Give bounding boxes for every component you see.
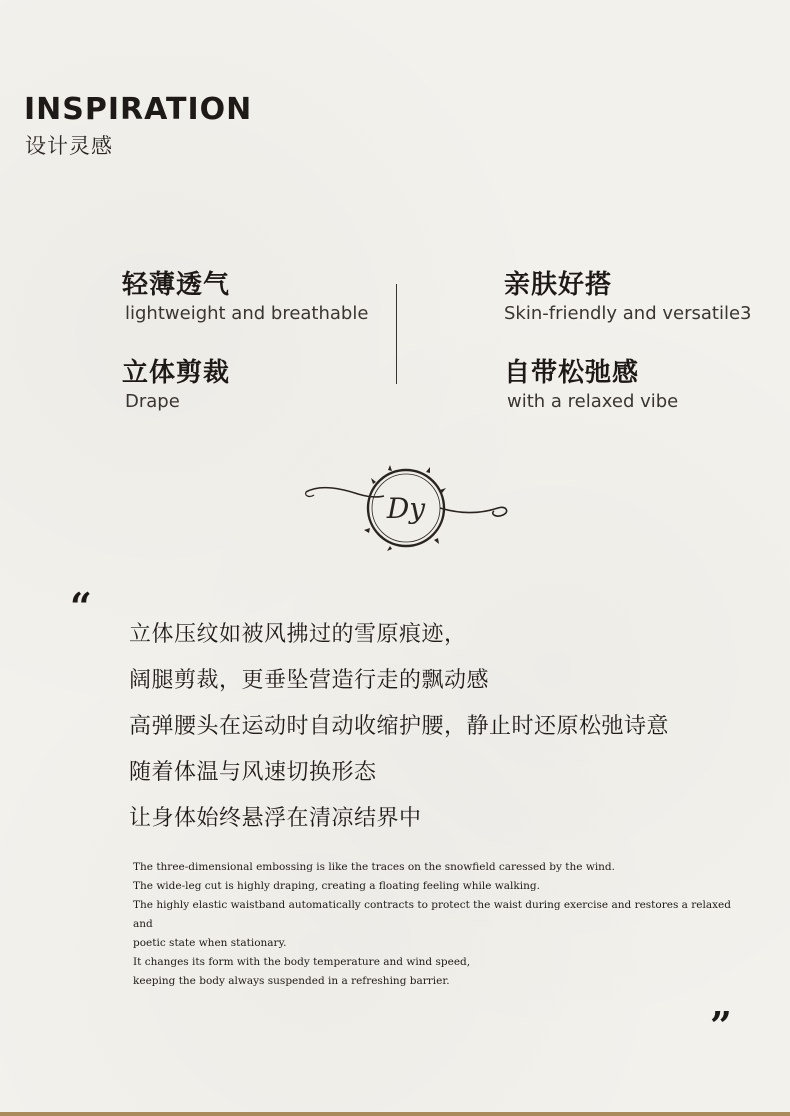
section-subtitle: 设计灵感	[25, 134, 113, 158]
feature-subtitle: with a relaxed vibe	[507, 391, 679, 412]
poem-line: 随着体温与风速切换形态	[129, 760, 377, 785]
feature-subtitle: Skin-friendly and versatile3	[504, 303, 752, 324]
poem-line: 高弹腰头在运动时自动收缩护腰，静止时还原松弛诗意	[129, 714, 670, 739]
close-quote-mark: ”	[710, 1003, 732, 1048]
feature-relaxed	[504, 352, 678, 412]
translation-line: The highly elastic waistband automatically contracts to protect the waist during exercise and restores a relaxed and	[133, 899, 731, 930]
feature-title: 自带松弛感	[504, 358, 640, 388]
poem-line: 立体压纹如被风拂过的雪原痕迹，	[129, 622, 467, 647]
vertical-divider	[396, 284, 397, 384]
logo-monogram: Dy	[386, 492, 426, 525]
section-title: INSPIRATION	[24, 92, 253, 127]
feature-lightweight	[122, 264, 368, 324]
translation-line: poetic state when stationary.	[133, 937, 287, 949]
translation-line: It changes its form with the body temperature and wind speed,	[133, 956, 471, 968]
feature-title: 立体剪裁	[122, 358, 231, 388]
feature-subtitle: Drape	[125, 391, 180, 412]
open-quote-mark: “	[70, 584, 92, 629]
feature-title: 轻薄透气	[122, 270, 231, 300]
translation-line: The wide-leg cut is highly draping, creating a floating feeling while walking.	[133, 880, 540, 892]
poem-line: 阔腿剪裁，更垂坠营造行走的飘动感	[129, 668, 490, 693]
feature-title: 亲肤好搭	[504, 270, 613, 300]
translation-line: The three-dimensional embossing is like the traces on the snowfield caressed by the wind.	[133, 861, 615, 873]
poem-line: 让身体始终悬浮在清凉结界中	[129, 806, 422, 831]
poem-cn	[129, 612, 669, 842]
poem-translation	[133, 858, 753, 991]
brand-logo	[300, 462, 512, 558]
feature-drape	[122, 352, 230, 412]
bottom-accent-bar	[0, 1112, 790, 1116]
translation-line: keeping the body always suspended in a refreshing barrier.	[133, 975, 450, 987]
feature-skin-friendly	[504, 264, 751, 324]
feature-subtitle: lightweight and breathable	[125, 303, 369, 324]
